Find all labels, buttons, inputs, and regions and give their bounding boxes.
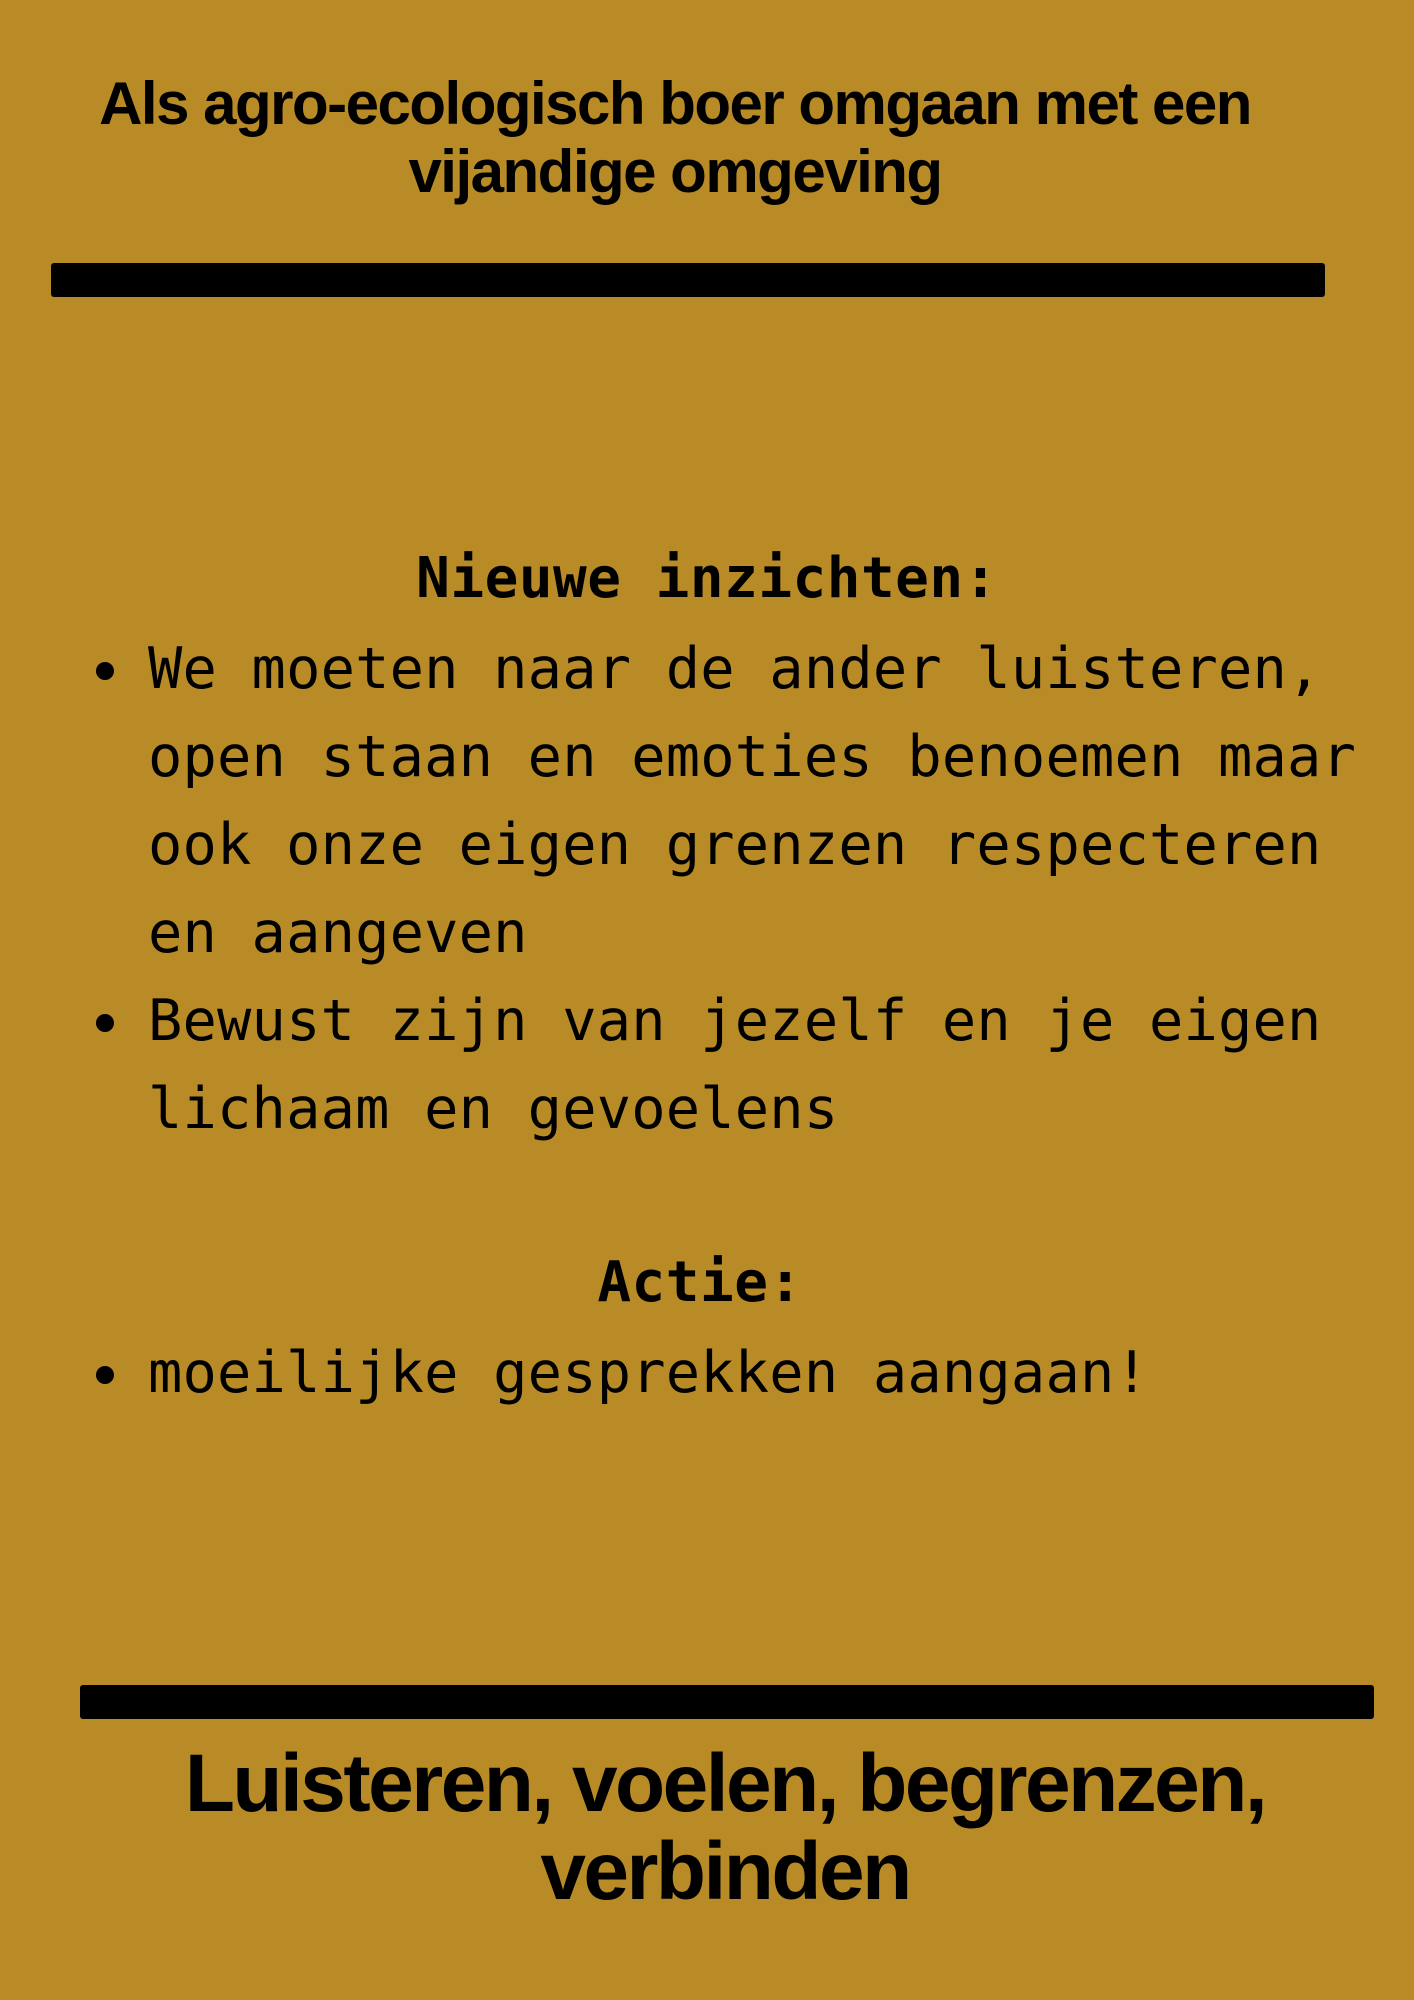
list-item xyxy=(80,1329,1400,1417)
action-text: moeilijke gesprekken aangaan! xyxy=(148,1340,1149,1406)
insight-text: Bewust zijn van jezelf en je eigen lichaam en gevoelens xyxy=(148,988,1322,1142)
bullet-dot-icon xyxy=(96,1366,114,1384)
bullet-dot-icon xyxy=(96,1014,114,1032)
bullet-dot-icon xyxy=(96,662,114,680)
insight-text: We moeten naar de ander luisteren, open staan en emoties benoemen maar ook onze eigen grenzen respecteren en aangeven xyxy=(148,636,1357,966)
action-heading: Actie: xyxy=(597,1250,803,1315)
action-list xyxy=(80,1329,1400,1417)
bottom-divider xyxy=(80,1685,1374,1719)
top-divider xyxy=(51,263,1325,297)
list-item xyxy=(80,625,1400,977)
page-title: Als agro-ecologisch boer omgaan met een vijandige omgeving xyxy=(99,70,1251,205)
slogan: Luisteren, voelen, begrenzen, verbinden xyxy=(184,1738,1266,1917)
list-item xyxy=(80,977,1400,1153)
insights-list xyxy=(80,625,1400,1153)
insights-heading: Nieuwe inzichten: xyxy=(416,546,998,611)
